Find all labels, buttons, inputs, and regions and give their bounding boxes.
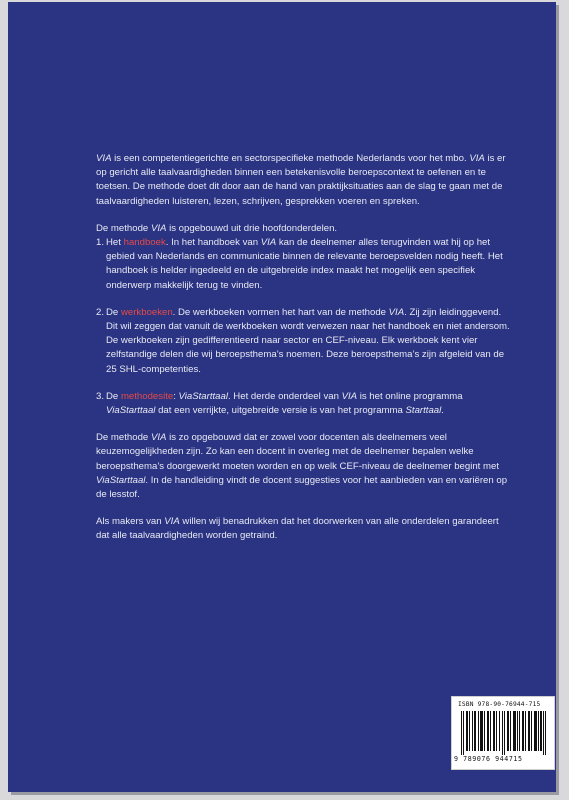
text: De methode: [96, 432, 151, 444]
list-item-body: [106, 236, 512, 293]
text: . In het handboek van: [165, 237, 261, 249]
italic-title: Starttaal: [405, 405, 442, 417]
highlight-werkboeken: werkboeken: [120, 306, 173, 318]
barcode-label: [451, 696, 555, 770]
text: Als makers van: [96, 516, 165, 528]
paragraph-structure: [96, 222, 512, 236]
brand-name: VIA: [150, 222, 167, 234]
text: De: [106, 306, 121, 318]
text: De methode: [96, 222, 151, 234]
brand-name: VIA: [469, 153, 485, 164]
italic-title: ViaStarttaal: [106, 405, 156, 417]
brand-name: VIA: [150, 432, 167, 444]
paragraph-options: [96, 431, 512, 502]
text: . Het derde onderdeel van: [227, 390, 342, 402]
list-item-werkboeken: [96, 306, 512, 377]
list-number: 3.: [96, 390, 105, 402]
paragraph-intro: [96, 152, 512, 209]
barcode-icon: [461, 711, 547, 755]
barcode-digits: 9 789076 944715: [454, 755, 523, 763]
text: De: [106, 390, 121, 402]
text: is er op gericht alle taalvaardigheden binnen een betekenisvolle beroepscontext te oefenen en te toetsen. De methode doet dit door aan de hand van praktijksituaties aan de slag te gaan met de taalvaardigheden luisteren, lezen, schrijven, gesprekken voeren en spreken.: [96, 153, 506, 207]
list-item-methodesite: [96, 390, 512, 418]
italic-title: ViaStarttaal: [96, 474, 146, 486]
text: is opgebouwd uit drie hoofdonderdelen.: [166, 222, 338, 234]
brand-name: VIA: [164, 516, 180, 528]
text: willen wij benadrukken dat het doorwerken van alle onderdelen garandeert dat alle taalvaardigheden worden getraind.: [96, 516, 499, 542]
text: . Zij zijn leidinggevend. Dit wil zeggen dat vanuit de werkboeken wordt verwezen naar het handboek en niet andersom. De werkboeken zijn gedifferentieerd naar sector en CEF-niveau. Elk werkboek kent vier zelfstandige delen die wij beroepsthema’s noemen. Deze beroepsthema’s zijn afgeleid van de 25 SHL-competenties.: [106, 306, 510, 375]
text: is zo opgebouwd dat er zowel voor docenten als deelnemers veel keuzemogelijkheden zijn. Zo kan een docent in overleg met de deelnemer bepalen welke beroepsthema’s doorgewerkt moeten worden en op welk CEF-niveau de deelnemer begint met: [96, 432, 499, 472]
list-item-body: [106, 306, 512, 377]
brand-name: VIA: [96, 153, 112, 164]
text: dat een verrijkte, uitgebreide versie is van het programma: [155, 405, 406, 417]
text: is het online programma: [357, 390, 463, 402]
brand-name: VIA: [341, 390, 358, 402]
text: Het: [106, 237, 124, 249]
text: :: [173, 390, 179, 402]
list-item-body: [106, 390, 512, 418]
list-number: 1.: [96, 237, 105, 249]
text: is een competentiegerichte en sectorspecifieke methode Nederlands voor het mbo.: [111, 153, 470, 164]
brand-name: VIA: [260, 237, 277, 249]
list-item-handboek: [96, 236, 512, 293]
text: . In de handleiding vindt de docent suggesties voor het aanbieden van en variëren op de lesstof.: [96, 474, 508, 501]
brand-name: VIA: [388, 306, 405, 318]
text: . De werkboeken vormen het hart van de methode: [172, 306, 389, 318]
list-number: 2.: [96, 306, 105, 318]
text: kan de deelnemer alles terugvinden wat hij op het gebied van Nederlands en communicatie binnen de relevante beroepsvelden nodig heeft. Het handboek is helder ingedeeld en de uitgebreide index maakt het mogelijk een specifiek onderwerp makkelijk terug te vinden.: [106, 237, 503, 291]
italic-title: ViaStarttaal: [178, 390, 228, 402]
cover-text: [96, 152, 512, 557]
highlight-handboek: handboek: [123, 237, 166, 249]
highlight-methodesite: methodesite: [120, 390, 174, 402]
text: .: [441, 405, 444, 417]
isbn-number: ISBN 978-90-76944-715: [458, 701, 541, 708]
paragraph-closing: [96, 515, 512, 543]
